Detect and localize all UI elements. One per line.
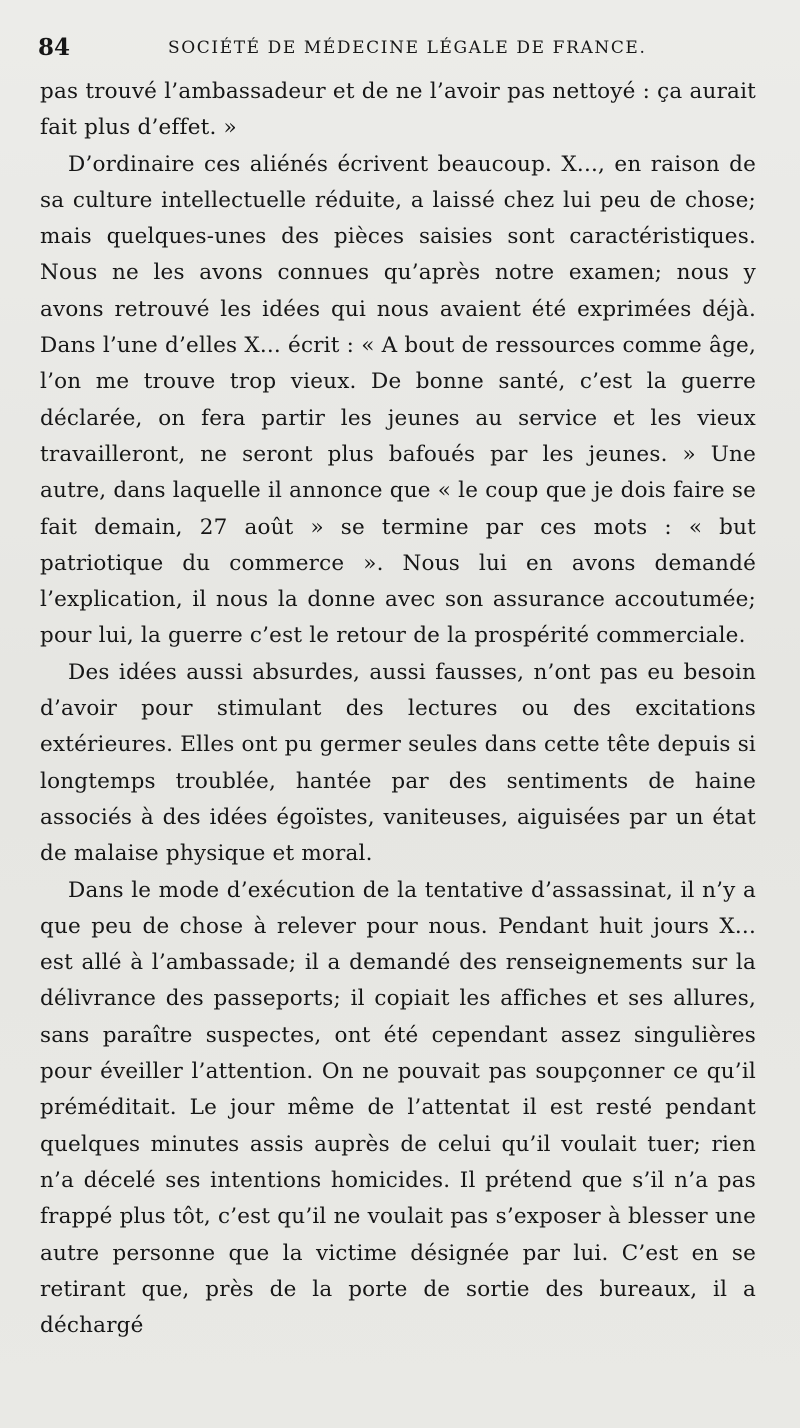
paragraph-writings: D’ordinaire ces aliénés écrivent beaucoup. X..., en raison de sa culture intellectuelle réduite, a laissé chez lui peu de chose; mais quelques-unes des pièces saisies sont caractéristiques. Nous ne les avons connues qu’après notre examen; nous y avons retrouvé les idées qui nous avaient été exprimées déjà. Dans l’une d’elles X... écrit : « A bout de ressources comme âge, l’on me trouve trop vieux. De bonne santé, c’est la guerre déclarée, on fera partir les jeunes au service et les vieux travailleront, ne seront plus bafoués par les jeunes. » Une autre, dans laquelle il annonce que « le coup que je dois faire se fait demain, 27 août » se termine par ces mots : « but patriotique du commerce ». Nous lui en avons demandé l’explication, il nous la donne avec son assurance accoutumée; pour lui, la guerre c’est le retour de la prospérité commerciale. xyxy=(40,151,756,649)
paragraph-absurd-ideas: Des idées aussi absurdes, aussi fausses, n’ont pas eu besoin d’avoir pour stimulant des lectures ou des excitations extérieures. Elles ont pu germer seules dans cette tête depuis si longtemps troublée, hantée par des sentiments de haine associés à des idées égoïstes, vaniteuses, aiguisées par un état de malaise physique et moral. xyxy=(40,659,756,867)
page-header xyxy=(38,34,760,66)
paragraph-execution: Dans le mode d’exécution de la tentative d’assassinat, il n’y a que peu de chose à relever pour nous. Pendant huit jours X... est allé à l’ambassade; il a demandé des renseignements sur la délivrance des passeports; il copiait les affiches et ses allures, sans paraître suspectes, ont été cependant assez singulières pour éveiller l’attention. On ne pouvait pas soupçonner ce qu’il préméditait. Le jour même de l’attentat il est resté pendant quelques minutes assis auprès de celui qu’il voulait tuer; rien n’a décelé ses intentions homicides. Il prétend que s’il n’a pas frappé plus tôt, c’est qu’il ne voulait pas s’exposer à blesser une autre personne que la victime désignée par lui. C’est en se retirant que, près de la porte de sortie des bureaux, il a déchargé xyxy=(40,877,756,1339)
paragraph-continuation: pas trouvé l’ambassadeur et de ne l’avoir pas nettoyé : ça aurait fait plus d’effet. » xyxy=(40,79,756,141)
page-number: 84 xyxy=(38,34,71,61)
body-text xyxy=(40,74,756,1344)
running-title: SOCIÉTÉ DE MÉDECINE LÉGALE DE FRANCE. xyxy=(168,38,647,58)
